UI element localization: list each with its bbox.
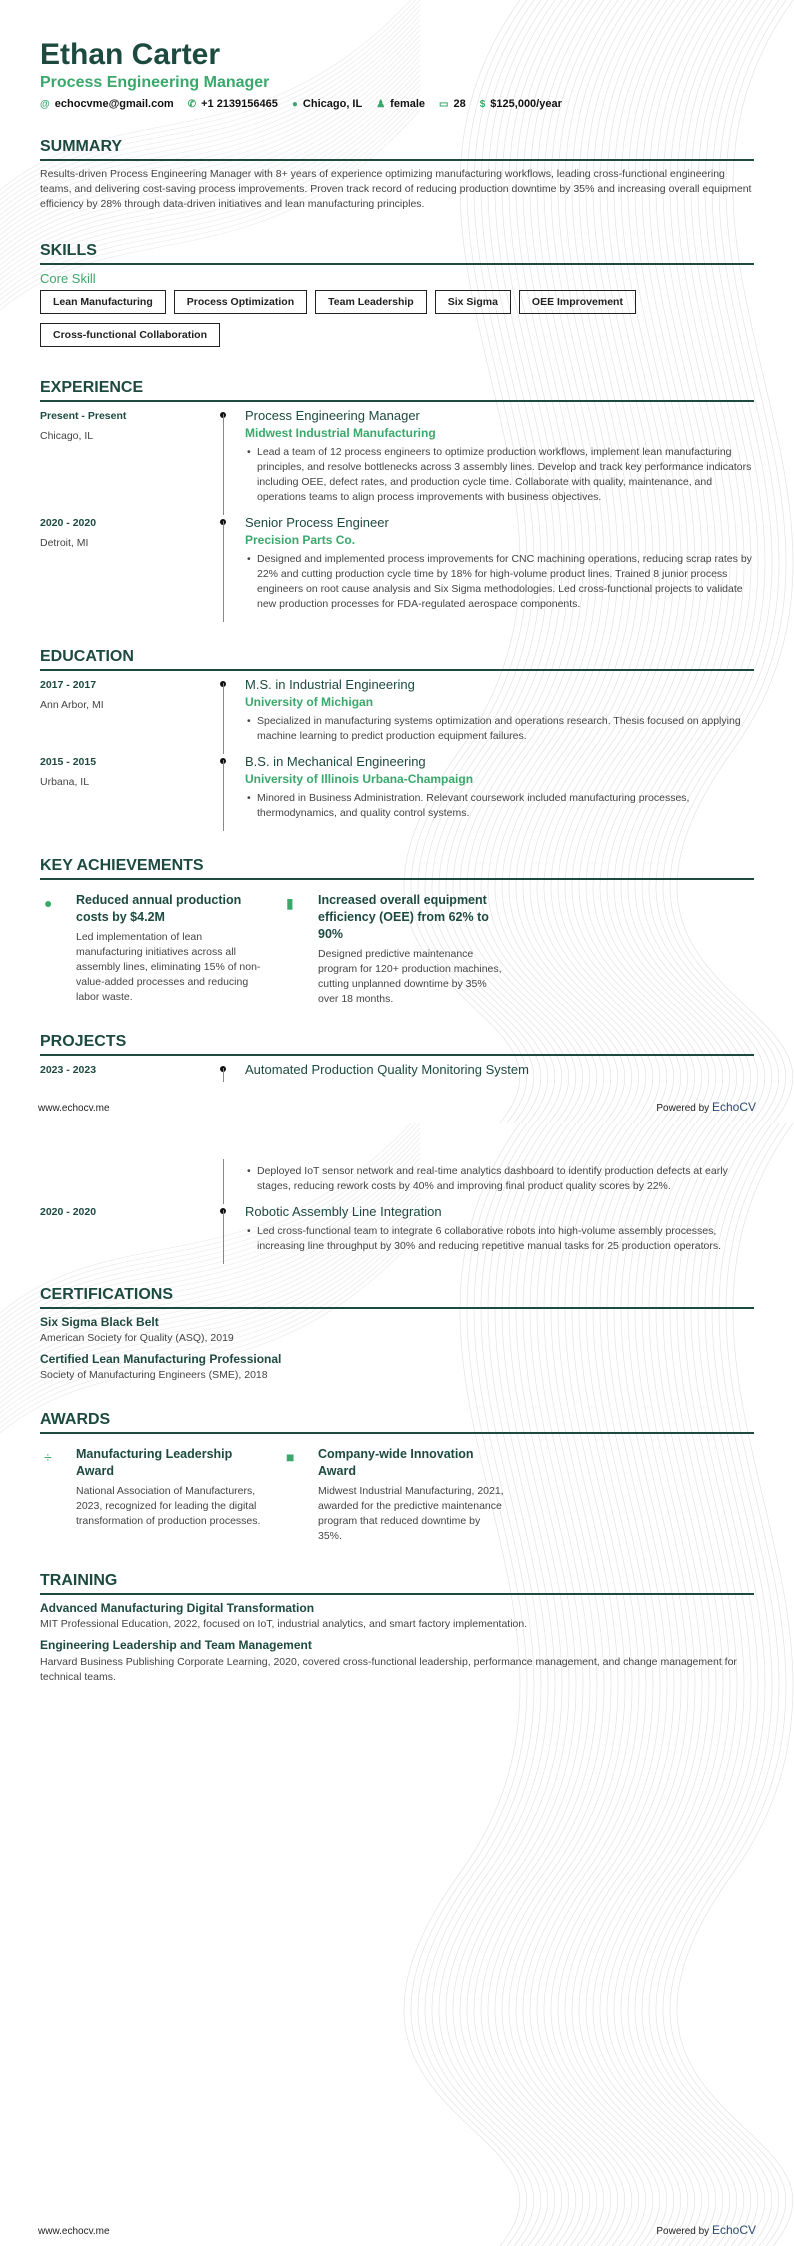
summary-text: Results-driven Process Engineering Manager with 8+ years of experience optimizing manufacturing workflows, leading cross-functional engineering teams, and delivering cost-saving process improvements. Proven track record of reducing production downtime by 35% and increasing overall equipment efficiency by 28% through data-driven initiatives and lean manufacturing principles. bbox=[40, 168, 752, 210]
money-icon: $ bbox=[479, 99, 486, 110]
entry-location: Detroit, MI bbox=[40, 537, 89, 549]
echocv-logo: EchoCV bbox=[711, 2223, 756, 2237]
timeline-line bbox=[223, 414, 224, 515]
achievements-heading: KEY ACHIEVEMENTS bbox=[40, 857, 754, 880]
entry-bullet: • Lead a team of 12 process engineers to optimize production workflows, implement lean manufacturing principles, and resolve bottlenecks across 3 assembly lines. Develop and track key performance indicators including OEE, defect rates, and production cycle time. Collaborate with quality, maintenance, and operations teams to align process improvements with business objectives. bbox=[245, 445, 754, 505]
project-title: Robotic Assembly Line Integration bbox=[245, 1204, 442, 1219]
project-entry bbox=[40, 1062, 754, 1087]
archive-icon: ■ bbox=[286, 1449, 295, 1465]
experience-entry bbox=[40, 408, 754, 515]
entry-location: Ann Arbor, MI bbox=[40, 699, 104, 711]
experience-entry bbox=[40, 515, 754, 622]
footer-site-link[interactable]: www.echocv.me bbox=[38, 2226, 110, 2237]
skill-group-label: Core Skill bbox=[40, 271, 96, 286]
entry-degree: M.S. in Industrial Engineering bbox=[245, 677, 415, 692]
entry-date: 2017 - 2017 bbox=[40, 679, 97, 691]
timeline-line bbox=[223, 683, 224, 754]
achievement-card bbox=[40, 892, 262, 1007]
project-entry-continued bbox=[40, 1159, 754, 1204]
dollar-file-icon: ▮ bbox=[286, 895, 294, 911]
entry-school: University of Michigan bbox=[245, 695, 374, 709]
job-title: Process Engineering Manager bbox=[40, 74, 270, 91]
skill-tag: Six Sigma bbox=[435, 290, 511, 314]
award-text: Midwest Industrial Manufacturing, 2021, awarded for the predictive maintenance program that reduced downtime by 35%. bbox=[318, 1485, 504, 1542]
training-text: Harvard Business Publishing Corporate Learning, 2020, covered cross-functional leadership, performance management, and change management for technical teams. bbox=[40, 1656, 737, 1683]
award-card bbox=[40, 1446, 262, 1544]
divide-icon: ÷ bbox=[44, 1449, 52, 1465]
entry-org: Precision Parts Co. bbox=[245, 533, 356, 547]
training-heading: TRAINING bbox=[40, 1572, 754, 1595]
awards-list bbox=[40, 1446, 754, 1544]
timeline-line bbox=[223, 760, 224, 831]
cert-issuer: American Society for Quality (ASQ), 2019 bbox=[40, 1332, 234, 1344]
education-entry bbox=[40, 677, 754, 754]
entry-role: Process Engineering Manager bbox=[245, 408, 420, 423]
achievement-title: Increased overall equipment efficiency (OEE) from 62% to 90% bbox=[318, 893, 489, 941]
award-title: Manufacturing Leadership Award bbox=[76, 1447, 233, 1478]
contact-phone[interactable]: ✆ +1 2139156465 bbox=[187, 98, 278, 110]
contact-age: ▭ 28 bbox=[439, 98, 466, 110]
entry-school: University of Illinois Urbana-Champaign bbox=[245, 772, 474, 786]
entry-location: Urbana, IL bbox=[40, 776, 90, 788]
skills-heading: SKILLS bbox=[40, 242, 754, 265]
training-title: Advanced Manufacturing Digital Transformation bbox=[40, 1601, 315, 1615]
timeline-line bbox=[223, 521, 224, 622]
entry-date: 2023 - 2023 bbox=[40, 1064, 97, 1076]
project-entry bbox=[40, 1204, 754, 1264]
skill-tags bbox=[40, 290, 754, 347]
training-text: MIT Professional Education, 2022, focused on IoT, industrial analytics, and smart factory implementation. bbox=[40, 1618, 528, 1630]
page-footer bbox=[38, 1100, 756, 1114]
phone-icon: ✆ bbox=[187, 99, 197, 110]
award-card bbox=[282, 1446, 504, 1544]
entry-bullet: • Deployed IoT sensor network and real-time analytics dashboard to identify production defects at early stages, reducing rework costs by 40% and improving final product quality scores by 22%. bbox=[245, 1164, 754, 1194]
candidate-name: Ethan Carter bbox=[40, 38, 221, 71]
education-heading: EDUCATION bbox=[40, 648, 754, 671]
entry-date: 2020 - 2020 bbox=[40, 1206, 97, 1218]
entry-degree: B.S. in Mechanical Engineering bbox=[245, 754, 426, 769]
skill-tag: Lean Manufacturing bbox=[40, 290, 166, 314]
projects-heading: PROJECTS bbox=[40, 1033, 754, 1056]
award-title: Company-wide Innovation Award bbox=[318, 1447, 474, 1478]
person-icon: ♟ bbox=[376, 99, 386, 110]
timeline-line bbox=[223, 1068, 224, 1082]
experience-heading: EXPERIENCE bbox=[40, 379, 754, 402]
entry-bullet: • Designed and implemented process improvements for CNC machining operations, reducing scrap rates by 22% and cutting production cycle time by 18% for high-volume product lines. Trained 8 junior process engineers on root cause analysis and Six Sigma methodologies. Led cross-functional projects to validate new production processes for FDA-regulated aerospace components. bbox=[245, 552, 754, 612]
certifications-heading: CERTIFICATIONS bbox=[40, 1286, 754, 1309]
entry-bullet: • Led cross-functional team to integrate 6 collaborative robots into high-volume assembly processes, increasing line throughput by 30% and reducing repetitive manual tasks for 25 production operators. bbox=[245, 1224, 754, 1254]
skill-tag: Process Optimization bbox=[174, 290, 307, 314]
entry-role: Senior Process Engineer bbox=[245, 515, 389, 530]
entry-date: 2015 - 2015 bbox=[40, 756, 97, 768]
achievement-title: Reduced annual production costs by $4.2M bbox=[76, 893, 242, 924]
chat-bubble-icon: ● bbox=[44, 895, 53, 911]
achievement-text: Designed predictive maintenance program for 120+ production machines, cutting unplanned downtime by 35% over 18 months. bbox=[318, 948, 502, 1005]
summary-heading: SUMMARY bbox=[40, 138, 754, 161]
page-footer bbox=[38, 2223, 756, 2237]
contact-gender: ♟ female bbox=[376, 98, 426, 110]
skill-tag: OEE Improvement bbox=[519, 290, 636, 314]
calendar-icon: ▭ bbox=[439, 99, 449, 110]
achievement-card bbox=[282, 892, 504, 1007]
training-title: Engineering Leadership and Team Management bbox=[40, 1638, 312, 1652]
contact-location: ● Chicago, IL bbox=[291, 98, 363, 110]
entry-bullet: • Minored in Business Administration. Relevant coursework included manufacturing processes, thermodynamics, and quality control systems. bbox=[245, 791, 754, 821]
entry-date: Present - Present bbox=[40, 410, 127, 422]
page-2 bbox=[0, 1123, 794, 2246]
contact-email[interactable]: @ echocvme@gmail.com bbox=[40, 98, 174, 110]
entry-date: 2020 - 2020 bbox=[40, 517, 97, 529]
skill-tag: Cross-functional Collaboration bbox=[40, 323, 220, 347]
footer-powered: Powered by EchoCV bbox=[656, 2223, 756, 2237]
award-text: National Association of Manufacturers, 2023, recognized for leading the digital transformation of production processes. bbox=[76, 1485, 261, 1527]
achievement-text: Led implementation of lean manufacturing initiatives across all assembly lines, eliminating 15% of non-value-added processes and reducing labor waste. bbox=[76, 931, 261, 1003]
timeline-line bbox=[223, 1210, 224, 1264]
project-title: Automated Production Quality Monitoring System bbox=[245, 1062, 529, 1077]
location-icon: ● bbox=[291, 99, 298, 110]
skill-tag: Team Leadership bbox=[315, 290, 427, 314]
awards-heading: AWARDS bbox=[40, 1411, 754, 1434]
contact-row bbox=[40, 98, 754, 110]
entry-bullet: • Specialized in manufacturing systems optimization and operations research. Thesis focused on applying machine learning to predict production equipment failures. bbox=[245, 714, 754, 744]
contact-salary: $ $125,000/year bbox=[479, 98, 562, 110]
entry-location: Chicago, IL bbox=[40, 430, 94, 442]
achievements-list bbox=[40, 892, 754, 1007]
echocv-logo: EchoCV bbox=[711, 1100, 756, 1114]
timeline-line bbox=[223, 1159, 224, 1204]
education-entry bbox=[40, 754, 754, 831]
entry-org: Midwest Industrial Manufacturing bbox=[245, 426, 436, 440]
footer-site-link[interactable]: www.echocv.me bbox=[38, 1103, 110, 1114]
at-icon: @ bbox=[40, 99, 50, 110]
footer-powered: Powered by EchoCV bbox=[656, 1100, 756, 1114]
cert-title: Certified Lean Manufacturing Professional bbox=[40, 1352, 282, 1366]
cert-title: Six Sigma Black Belt bbox=[40, 1315, 159, 1329]
cert-issuer: Society of Manufacturing Engineers (SME), 2018 bbox=[40, 1369, 268, 1381]
